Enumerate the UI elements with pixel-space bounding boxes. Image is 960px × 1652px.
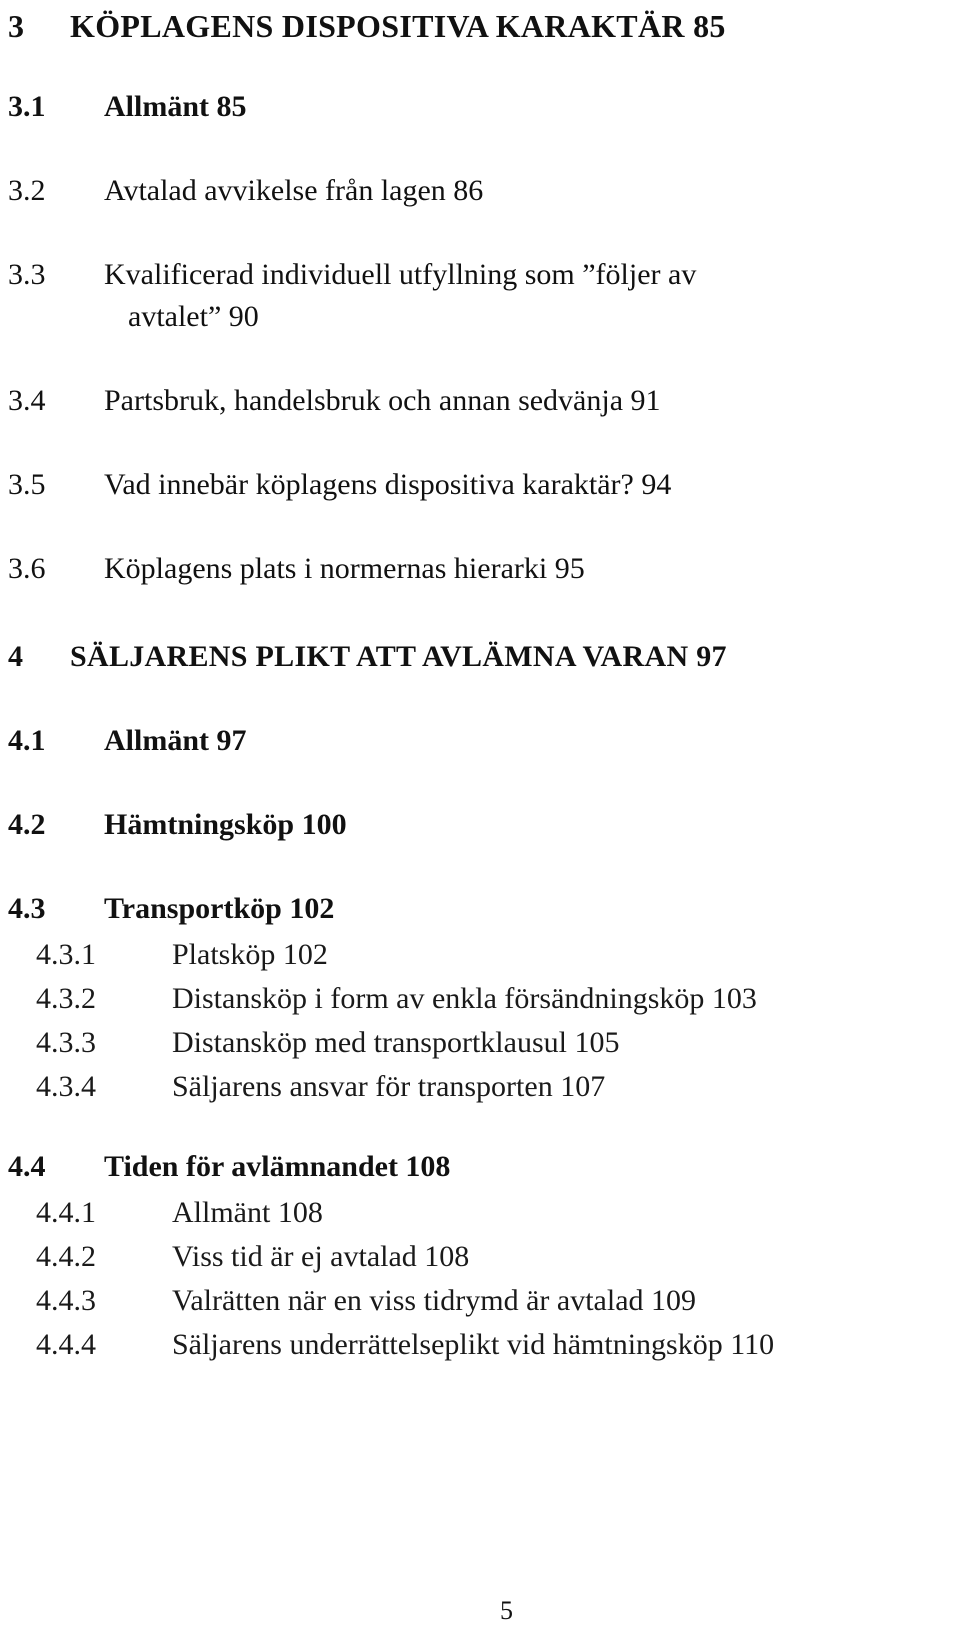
- toc-subsection-title: Säljarens underrättelseplikt vid hämtningsköp 110: [172, 1328, 775, 1361]
- toc-section-number: 3.1: [8, 90, 46, 123]
- toc-section-number: 3.5: [8, 468, 46, 501]
- toc-subsection-number: 4.3.3: [36, 1026, 96, 1059]
- toc-subsection-title: Säljarens ansvar för transporten 107: [172, 1070, 606, 1103]
- toc-chapter-number: 4: [8, 640, 24, 673]
- toc-section-title: Transportköp 102: [104, 892, 335, 925]
- toc-section-number: 4.1: [8, 724, 46, 757]
- toc-section-title: Hämtningsköp 100: [104, 808, 347, 841]
- toc-subsection-title: Valrätten när en viss tidrymd är avtalad 109: [172, 1284, 697, 1317]
- toc-subsection-number: 4.4.3: [36, 1284, 96, 1317]
- toc-chapter-number: 3: [8, 8, 25, 44]
- toc-subsection-number: 4.3.4: [36, 1070, 96, 1103]
- page-number: 5: [500, 1596, 513, 1625]
- toc-section-number: 3.2: [8, 174, 46, 207]
- toc-section-title: Partsbruk, handelsbruk och annan sedvänja 91: [104, 384, 661, 417]
- toc-subsection-title: Viss tid är ej avtalad 108: [172, 1240, 470, 1273]
- toc-section-number: 4.2: [8, 808, 46, 841]
- toc-section-number: 4.4: [8, 1150, 46, 1183]
- toc-subsection-number: 4.3.1: [36, 938, 96, 971]
- toc-section-title: Avtalad avvikelse från lagen 86: [104, 174, 484, 207]
- toc-section-number: 3.6: [8, 552, 46, 585]
- toc-section-number: 3.3: [8, 258, 46, 291]
- toc-subsection-number: 4.4.4: [36, 1328, 96, 1361]
- toc-section-number: 3.4: [8, 384, 46, 417]
- toc-section-title: Tiden för avlämnandet 108: [104, 1150, 451, 1183]
- toc-section-title-continuation: avtalet” 90: [128, 300, 259, 333]
- toc-section-title: Köplagens plats i normernas hierarki 95: [104, 552, 585, 585]
- toc-section-title: Vad innebär köplagens dispositiva karaktär? 94: [104, 468, 672, 501]
- toc-section-title: Kvalificerad individuell utfyllning som ”följer av: [104, 258, 697, 291]
- toc-subsection-number: 4.3.2: [36, 982, 96, 1015]
- toc-chapter-title: KÖPLAGENS DISPOSITIVA KARAKTÄR 85: [70, 8, 726, 44]
- toc-subsection-title: Distansköp med transportklausul 105: [172, 1026, 620, 1059]
- toc-subsection-title: Distansköp i form av enkla försändningsköp 103: [172, 982, 757, 1015]
- toc-subsection-title: Allmänt 108: [172, 1196, 323, 1229]
- toc-section-title: Allmänt 97: [104, 724, 247, 757]
- toc-section-title: Allmänt 85: [104, 90, 247, 123]
- toc-subsection-number: 4.4.2: [36, 1240, 96, 1273]
- toc-subsection-number: 4.4.1: [36, 1196, 96, 1229]
- toc-section-number: 4.3: [8, 892, 46, 925]
- toc-subsection-title: Platsköp 102: [172, 938, 328, 971]
- toc-chapter-title: SÄLJARENS PLIKT ATT AVLÄMNA VARAN 97: [70, 640, 727, 673]
